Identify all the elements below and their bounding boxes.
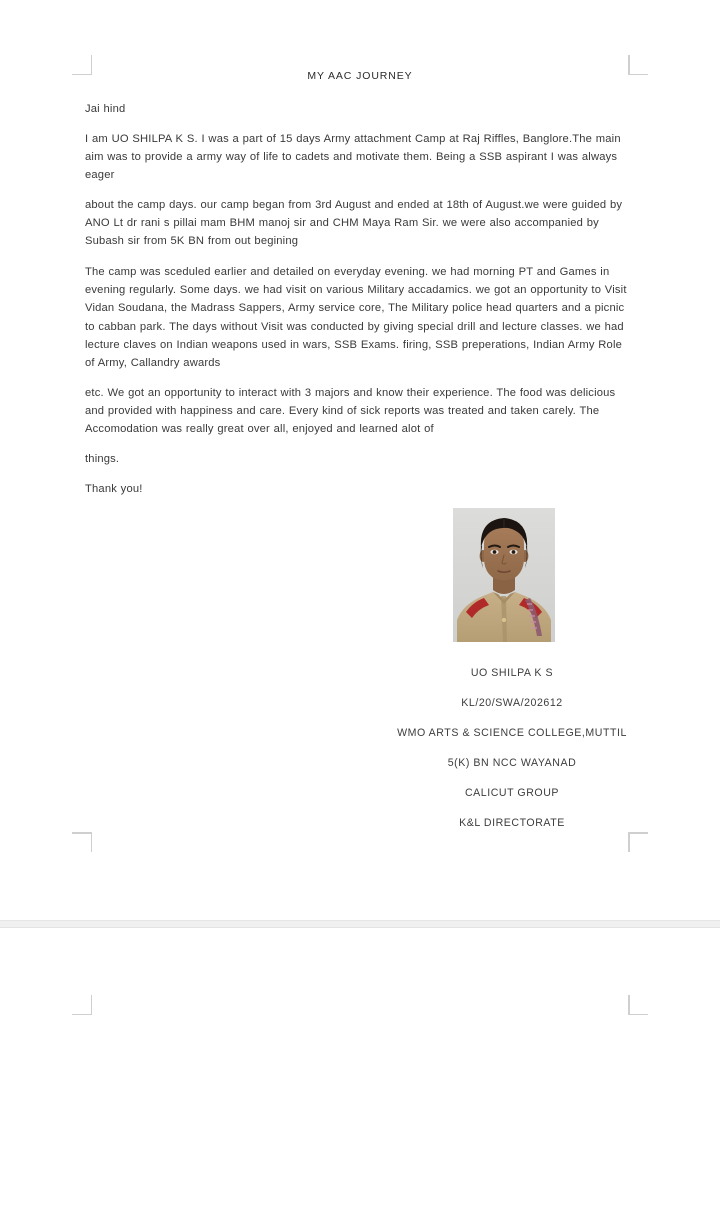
paragraph-text: about the camp days. our camp began from 3rd August and ended at 18th of August.we were guided by ANO Lt dr rani s pillai mam BHM manoj sir and CHM Maya Ram Sir. we were also accompanied by Subash sir from 5K BN from out begining — [85, 199, 623, 248]
signature-block — [312, 658, 712, 838]
paragraph-text: Jai hind — [85, 103, 126, 115]
paragraph-experience — [85, 384, 633, 439]
paragraph-greeting — [85, 100, 633, 118]
page-separator — [0, 920, 720, 928]
paragraph-intro — [85, 130, 633, 185]
signature-group: CALICUT GROUP — [464, 787, 560, 799]
paragraph-text: things. — [85, 453, 120, 465]
signature-college: WMO ARTS & SCIENCE COLLEGE,MUTTIL — [397, 727, 627, 739]
signature-battalion: 5(K) BN NCC WAYANAD — [447, 757, 577, 769]
margin-corner-top-left — [72, 995, 92, 1015]
paragraph-things — [85, 450, 633, 468]
paragraph-text: The camp was sceduled earlier and detailed on everyday evening. we had morning PT and Games in evening regularly. Some days. we had visit on various Military accadamics. we got an opportunity to Visit Vidan Soudana, the Madrass Sappers, Army service core, The Military police head quarters and a picnic to cabban park. The days without Visit was conducted by giving special drill and lecture classes. we had lecture claves on Indian weapons used in wars, SSB Exams. firing, SSB preperations, Indian Army Role of Army, Callandry awards — [85, 266, 627, 370]
paragraph-text: etc. We got an opportunity to interact with 3 majors and know their experience. The food was delicious and provided with happiness and care. Every kind of sick reports was treated and taken carely. The Accomodation was really great over all, enjoyed and learned alot of — [85, 387, 616, 436]
document-page-2 — [0, 930, 720, 1208]
paragraph-schedule — [85, 263, 633, 372]
cadet-portrait-photo — [453, 508, 555, 642]
signature-regimental-number: KL/20/SWA/202612 — [461, 697, 563, 709]
signature-name: UO SHILPA K S — [470, 667, 554, 679]
paragraph-text: I am UO SHILPA K S. I was a part of 15 days Army attachment Camp at Raj Riffles, Banglore.The main aim was to provide a army way of life to cadets and motivate them. Being a SSB aspirant I was always eager — [85, 133, 621, 182]
page-title: MY AAC JOURNEY — [307, 70, 413, 82]
margin-corner-bottom-left — [72, 832, 92, 852]
margin-corner-top-right — [628, 995, 648, 1015]
paragraph-camp-days — [85, 196, 633, 251]
signature-directorate: K&L DIRECTORATE — [459, 817, 565, 829]
paragraph-closing — [85, 480, 633, 498]
portrait-image — [453, 508, 555, 642]
paragraph-text: Thank you! — [85, 483, 143, 495]
